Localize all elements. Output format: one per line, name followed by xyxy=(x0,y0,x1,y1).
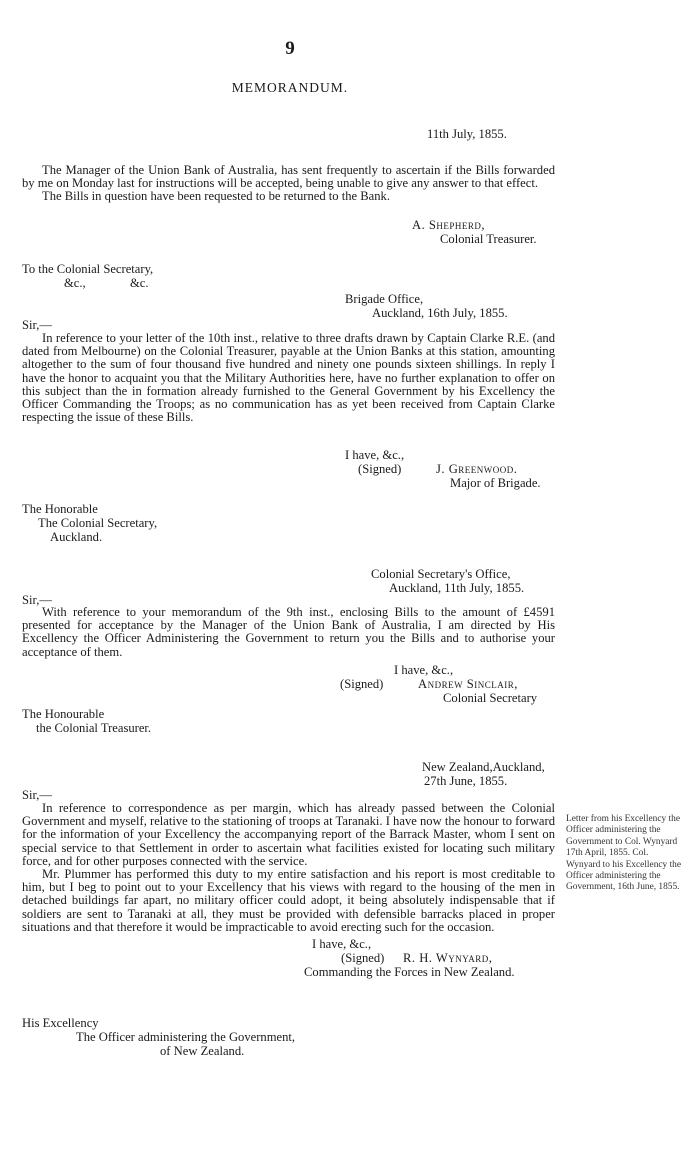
letter1-body xyxy=(22,332,555,424)
margin-note: Letter from his Excellency the Officer administering the Government to Col. Wynyard 17th April, 1855. Col. Wynyard to his Excellency the Officer administering the Government, 16th June, 1855. xyxy=(566,814,682,893)
memo-paragraph: The Bills in question have been requested to be returned to the Bank. xyxy=(42,189,390,204)
letter2-place-date: Auckland, 11th July, 1855. xyxy=(389,581,525,595)
letter2-signatory-title: Colonial Secretary xyxy=(443,691,538,705)
letter2-addressee: The Honourable xyxy=(22,707,105,721)
letter1-place: Brigade Office, xyxy=(345,292,424,306)
memo-date: 11th July, 1855. xyxy=(427,127,507,141)
letter2-signed: (Signed) xyxy=(340,677,384,691)
letter2-addressee: the Colonial Treasurer. xyxy=(36,721,152,735)
letter1-addressee: The Colonial Secretary, xyxy=(38,516,158,530)
letter3-place: New Zealand,Auckland, xyxy=(422,760,545,774)
letter3-salutation: Sir,— xyxy=(22,788,52,802)
letter3-paragraph: In reference to correspondence as per margin, which has already passed between the Colonial Government and myself, relative to the stationing of troops at Taranaki. I have now the honour to forward for the information of your Excellency the accompanying report of the Barrack Master, whom I sent on special service to that Settlement in order to ascertain what facilities existed for locating such military force, and for other purposes connected with the service. xyxy=(22,801,555,868)
letter1-place-date: Auckland, 16th July, 1855. xyxy=(372,306,508,320)
letter1-closing: I have, &c., xyxy=(345,448,405,462)
letter2-signatory: Andrew Sinclair, xyxy=(418,677,518,691)
letter3-addressee: of New Zealand. xyxy=(160,1044,245,1058)
letter1-signatory: J. Greenwood. xyxy=(436,462,518,476)
letter3-closing: I have, &c., xyxy=(312,937,372,951)
memo-addressee-etc: &c. xyxy=(130,276,149,290)
letter3-signed: (Signed) xyxy=(341,951,385,965)
letter2-salutation: Sir,— xyxy=(22,593,52,607)
letter3-signatory: R. H. Wynyard, xyxy=(403,951,493,965)
letter1-paragraph: In reference to your letter of the 10th inst., relative to three drafts drawn by Captain Clarke R.E. (and dated from Melbourne) on the Colonial Treasurer, payable at the Union Banks at this station, amounting altogether to the sum of four thousand five hundred and ninety one pounds sixteen shillings. In reply I have the honor to acquaint you that the Military Authorities here, have no further explanation to offer on this subject than the in formation already furnished to the General Government by his Excellency the Officer Commanding the Troops; as no communication has as yet been received from Captain Clarke respecting the issue of these Bills. xyxy=(22,331,555,425)
memo-signatory: A. Shepherd, xyxy=(412,218,486,232)
memo-body xyxy=(22,164,555,204)
memorandum-title: MEMORANDUM. xyxy=(231,80,349,95)
letter2-body xyxy=(22,606,555,659)
letter2-closing: I have, &c., xyxy=(394,663,454,677)
memo-addressee: To the Colonial Secretary, xyxy=(22,262,154,276)
letter1-signatory-title: Major of Brigade. xyxy=(450,476,541,490)
letter3-signatory-title: Commanding the Forces in New Zealand. xyxy=(304,965,515,979)
letter3-addressee: The Officer administering the Government, xyxy=(76,1030,296,1044)
letter3-body xyxy=(22,802,555,934)
memo-signatory-title: Colonial Treasurer. xyxy=(440,232,537,246)
page-number: 9 xyxy=(285,38,295,59)
letter3-date: 27th June, 1855. xyxy=(424,774,508,788)
letter3-paragraph: Mr. Plummer has performed this duty to my entire satisfaction and his report is most creditable to him, but I beg to point out to your Excellency that his views with regard to the housing of the men in detached buildings far apart, no military officer could adopt, it being absolutely indispensable that if soldiers are sent to Taranaki at all, they must be provided with defensible barracks placed in proper situations and that therefore it would be impracticable to avoid erecting such for the occasion. xyxy=(22,867,555,934)
letter1-salutation: Sir,— xyxy=(22,318,52,332)
memo-addressee-etc: &c., xyxy=(64,276,86,290)
letter2-place: Colonial Secretary's Office, xyxy=(371,567,511,581)
letter2-paragraph: With reference to your memorandum of the 9th inst., enclosing Bills to the amount of £4591 presented for acceptance by the Manager of the Union Bank of Australia, I am directed by His Excellency the Officer Administering the Government to return you the Bills and to authorise your acceptance of them. xyxy=(22,605,555,659)
letter1-addressee: The Honorable xyxy=(22,502,98,516)
memo-paragraph: The Manager of the Union Bank of Australia, has sent frequently to ascertain if the Bills forwarded by me on Monday last for instructions will be accepted, being unable to give any answer to that effect. xyxy=(22,163,555,191)
letter1-signed: (Signed) xyxy=(358,462,402,476)
letter3-addressee: His Excellency xyxy=(22,1016,99,1030)
letter1-addressee: Auckland. xyxy=(50,530,103,544)
